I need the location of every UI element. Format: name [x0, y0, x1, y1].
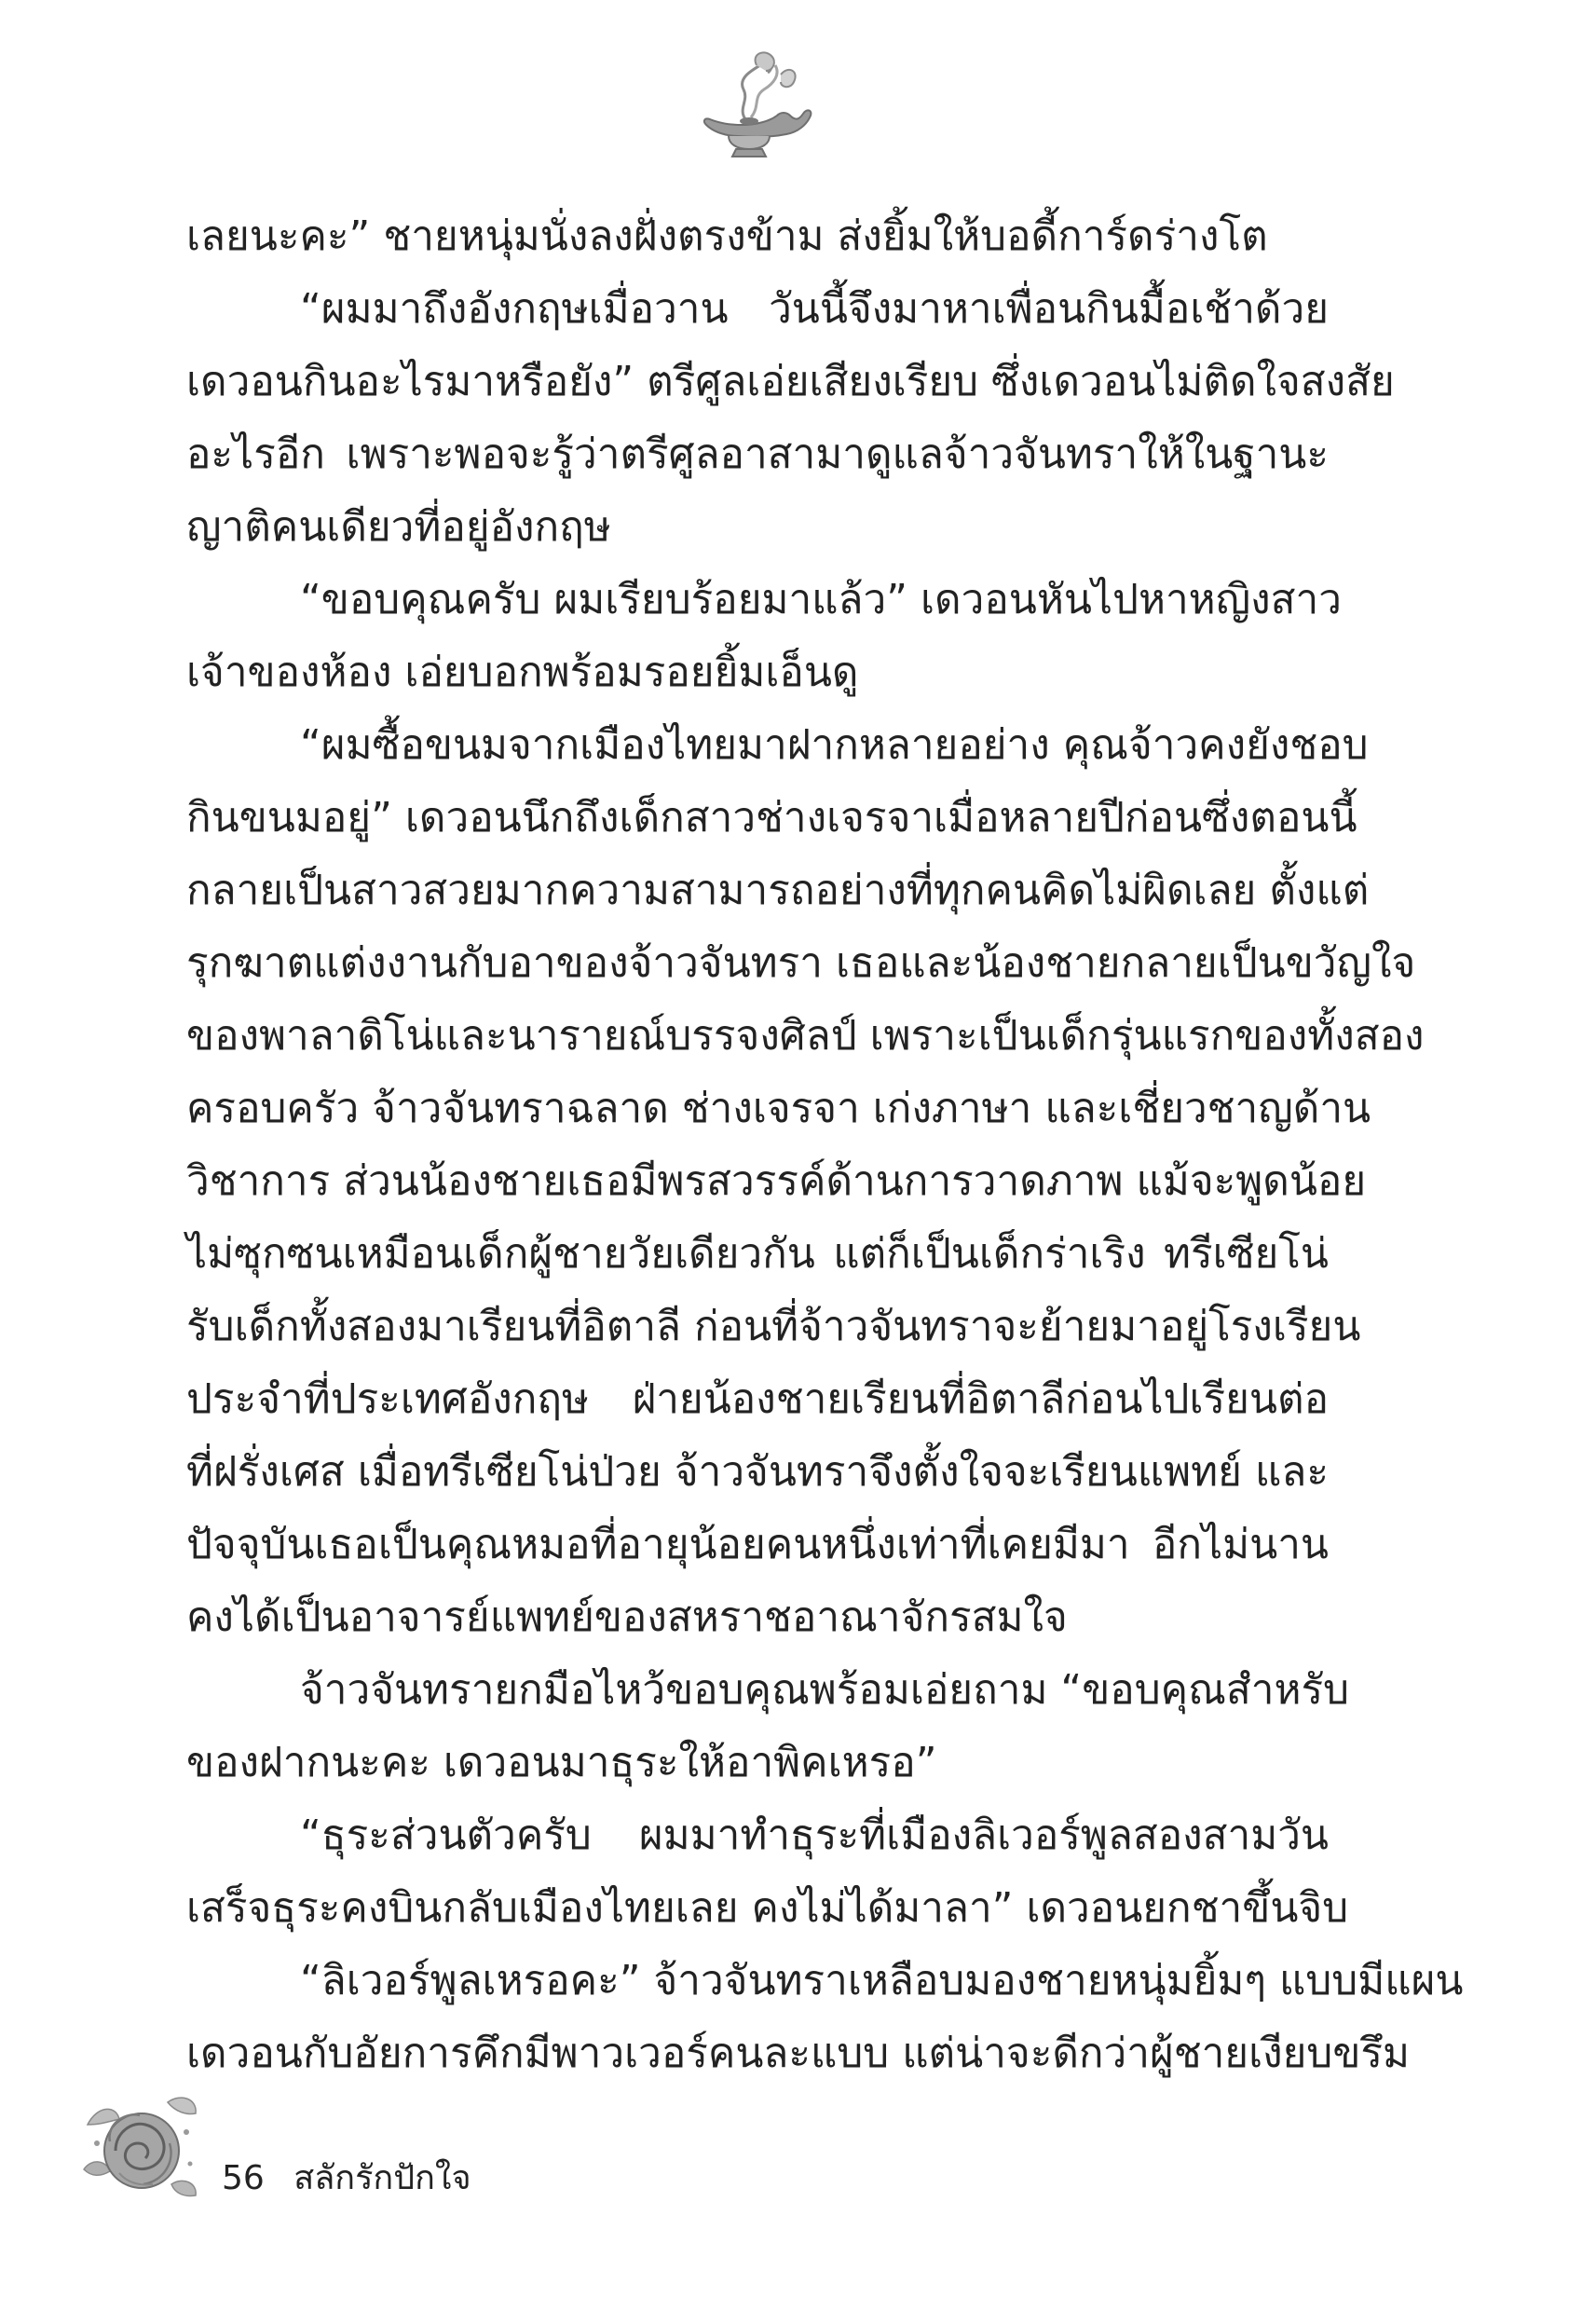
text-line: ญาติคนเดียวที่อยู่อังกฤษ	[186, 503, 611, 551]
text-line: “ขอบคุณครับ ผมเรียบร้อยมาแล้ว” เดวอนหันไปหาหญิงสาว	[300, 576, 1342, 623]
page-footer	[222, 2158, 471, 2199]
text-line: ไม่ซุกซนเหมือนเด็กผู้ชายวัยเดียวกัน แต่ก็เป็นเด็กร่าเริง ทรีเซียโน่	[186, 1230, 1329, 1278]
page-number: 56	[222, 2159, 265, 2197]
text-line: ของฝากนะคะ เดวอนมาธุระให้อาพิคเหรอ”	[186, 1739, 937, 1786]
text-line: ประจำที่ประเทศอังกฤษ ฝ่ายน้องชายเรียนที่อิตาลีก่อนไปเรียนต่อ	[186, 1375, 1329, 1423]
rose-ornament-icon	[78, 2087, 209, 2208]
text-line: คงได้เป็นอาจารย์แพทย์ของสหราชอาณาจักรสมใจ	[186, 1593, 1068, 1641]
text-line: เดวอนกับอัยการคึกมีพาวเวอร์คนละแบบ แต่น่าจะดีกว่าผู้ชายเงียบขรึม	[186, 2030, 1411, 2077]
text-line: “ผมมาถึงอังกฤษเมื่อวาน วันนี้จึงมาหาเพื่อนกินมื้อเช้าด้วย	[300, 285, 1329, 333]
text-line: “ธุระส่วนตัวครับ ผมมาทำธุระที่เมืองลิเวอร์พูลสองสามวัน	[300, 1812, 1329, 1859]
text-line: ที่ฝรั่งเศส เมื่อทรีเซียโน่ป่วย จ้าวจันทราจึงตั้งใจจะเรียนแพทย์ และ	[186, 1448, 1329, 1496]
book-title: สลักรักปักใจ	[293, 2159, 471, 2197]
text-line: เจ้าของห้อง เอ่ยบอกพร้อมรอยยิ้มเอ็นดู	[186, 649, 859, 696]
genie-lamp-ornament-icon	[671, 47, 820, 168]
text-line: อะไรอีก เพราะพอจะรู้ว่าตรีศูลอาสามาดูแลจ้าวจันทราให้ในฐานะ	[186, 431, 1329, 478]
text-line: “ลิเวอร์พูลเหรอคะ” จ้าวจันทราเหลือบมองชายหนุ่มยิ้มๆ แบบมีแผน	[300, 1957, 1464, 2004]
text-line: รับเด็กทั้งสองมาเรียนที่อิตาลี ก่อนที่จ้าวจันทราจะย้ายมาอยู่โรงเรียน	[186, 1303, 1361, 1350]
text-line: เดวอนกินอะไรมาหรือยัง” ตรีศูลเอ่ยเสียงเรียบ ซึ่งเดวอนไม่ติดใจสงสัย	[186, 358, 1395, 405]
text-line: รุกฆาตแต่งงานกับอาของจ้าวจันทรา เธอและน้องชายกลายเป็นขวัญใจ	[186, 939, 1416, 987]
text-line: กินขนมอยู่” เดวอนนึกถึงเด็กสาวช่างเจรจาเมื่อหลายปีก่อนซึ่งตอนนี้	[186, 794, 1357, 841]
text-line: เสร็จธุระคงบินกลับเมืองไทยเลย คงไม่ได้มาลา” เดวอนยกชาขึ้นจิบ	[186, 1884, 1349, 1932]
text-line: วิชาการ ส่วนน้องชายเธอมีพรสวรรค์ด้านการวาดภาพ แม้จะพูดน้อย	[186, 1157, 1367, 1205]
text-line: ครอบครัว จ้าวจันทราฉลาด ช่างเจรจา เก่งภาษา และเชี่ยวชาญด้าน	[186, 1085, 1371, 1132]
text-line: เลยนะคะ” ชายหนุ่มนั่งลงฝั่งตรงข้าม ส่งยิ้มให้บอดี้การ์ดร่างโต	[186, 212, 1268, 260]
text-line: จ้าวจันทรายกมือไหว้ขอบคุณพร้อมเอ่ยถาม “ขอบคุณสำหรับ	[300, 1666, 1350, 1714]
text-line: ของพาลาดิโน่และนารายณ์บรรจงศิลป์ เพราะเป็นเด็กรุ่นแรกของทั้งสอง	[186, 1012, 1425, 1060]
text-line: ปัจจุบันเธอเป็นคุณหมอที่อายุน้อยคนหนึ่งเท่าที่เคยมีมา อีกไม่นาน	[186, 1521, 1329, 1568]
text-line: กลายเป็นสาวสวยมากความสามารถอย่างที่ทุกคนคิดไม่ผิดเลย ตั้งแต่	[186, 867, 1370, 914]
text-line: “ผมซื้อขนมจากเมืองไทยมาฝากหลายอย่าง คุณจ้าวคงยังชอบ	[300, 721, 1369, 769]
